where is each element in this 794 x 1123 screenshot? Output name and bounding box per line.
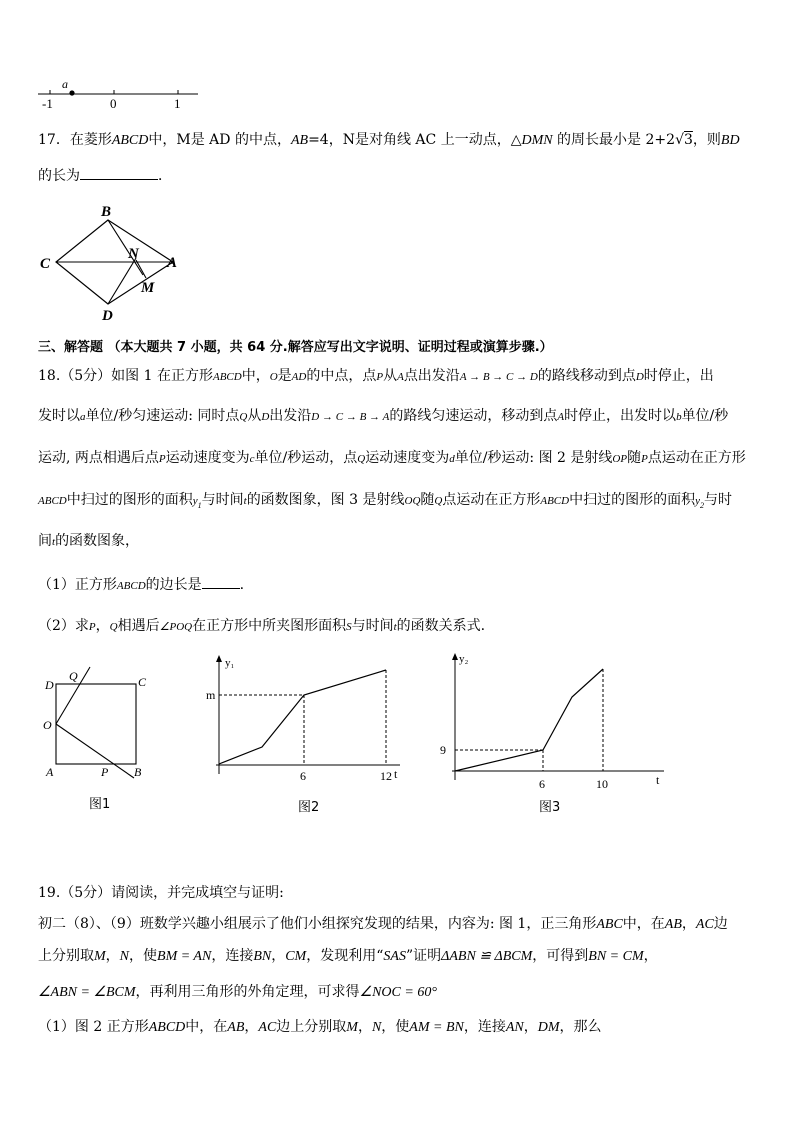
label-p: P	[101, 765, 109, 779]
label-o: O	[43, 718, 52, 732]
q19-line3: 上分别取M，N，使BM = AN，连接BN，CM，发现利用“SAS”证明ΔABN ≌ ΔBCM，可得到BN = CM，	[38, 948, 658, 964]
q18-part1: （1）正方形ABCD的边长是 .	[38, 574, 244, 596]
ray-op	[56, 724, 134, 778]
figure2-graph	[204, 652, 404, 787]
label-c: C	[138, 675, 147, 689]
label-a: A	[167, 255, 178, 271]
figure2-caption: 图2	[298, 800, 320, 815]
segment-nm	[136, 260, 146, 278]
m-label: m	[206, 688, 216, 702]
y-axis-arrow	[452, 653, 458, 660]
label-n: N	[128, 246, 139, 262]
label-b: B	[134, 765, 142, 779]
q19-line4: ∠ABN = ∠BCM，再利用三角形的外角定理，可求得∠NOC = 60°	[38, 984, 437, 1000]
t-label: t	[656, 773, 660, 787]
section-heading: 三、解答题 （本大题共 7 小题，共 64 分.解答应写出文字说明、证明过程或演算步骤.）	[38, 340, 553, 355]
tick-label-minus1: -1	[42, 96, 53, 111]
label-a: A	[46, 765, 54, 779]
q18-line4: ABCD中扫过的图形的面积$y_1$与时间t的函数图象，图 3 是射线OQ随Q点运动在正方形ABCD中扫过的图形的面积$y_2$与时	[38, 492, 732, 510]
q19-line2: 初二（8）、（9）班数学兴趣小组展示了他们小组探究发现的结果，内容为: 图 1，正三角形ABC中，在AB，AC边	[38, 916, 728, 932]
y1-curve	[219, 670, 386, 764]
figure1-square	[38, 662, 158, 787]
t-label: t	[394, 767, 398, 781]
y-axis-arrow	[216, 655, 222, 662]
answer-blank-q17[interactable]	[80, 165, 158, 180]
q18-line2: 发时以a单位/秒匀速运动: 同时点Q从D出发沿D → C → B → A的路线匀速运动，移动到点A时停止，出发时以b单位/秒	[38, 408, 729, 424]
q19-line1: 19.（5分）请阅读，并完成填空与证明:	[38, 885, 284, 901]
q19-line5: （1）图 2 正方形ABCD中，在AB，AC边上分别取M，N，使AM = BN，连接AN，DM，那么	[38, 1019, 602, 1035]
number-line-figure	[36, 76, 206, 114]
label-q: Q	[69, 669, 78, 683]
label-b: B	[101, 204, 112, 220]
point-a-label: a	[62, 77, 68, 91]
tick-6: 6	[300, 769, 306, 783]
tick-12: 12	[380, 769, 392, 783]
nine-label: 9	[440, 743, 446, 757]
y1-label: y₁	[225, 657, 235, 669]
figure1-caption: 图1	[89, 797, 111, 812]
tick-label-1: 1	[174, 96, 181, 111]
q18-line3: 运动, 两点相遇后点P运动速度变为c单位/秒运动，点Q运动速度变为d单位/秒运动: 图 2 是射线OP随P点运动在正方形	[38, 450, 746, 466]
tick-label-0: 0	[110, 96, 117, 111]
tick-6: 6	[539, 777, 545, 791]
label-m: M	[141, 280, 155, 296]
figure3-graph	[438, 650, 668, 795]
tick-10: 10	[596, 777, 608, 791]
y2-curve	[455, 669, 603, 771]
label-d: D	[102, 308, 113, 324]
q17-line2: 的长为 ．	[38, 165, 172, 186]
q18-part2: （2）求P，Q相遇后∠POQ在正方形中所夹图形面积S与时间t的函数关系式.	[38, 618, 486, 634]
label-c: C	[40, 256, 51, 272]
segment-dn	[108, 258, 136, 304]
q18-line5: 间t的函数图象，	[38, 533, 140, 549]
answer-blank-q18-1[interactable]	[202, 574, 240, 589]
label-d: D	[45, 678, 54, 692]
point-a-dot	[69, 90, 74, 95]
sqrt-expression: 2√3	[666, 132, 693, 148]
figure3-caption: 图3	[539, 800, 561, 815]
q17-line1: 17．在菱形ABCD中，M是 AD 的中点，AB=4，N是对角线 AC 上一动点，△DMN 的周长最小是 2+2√3，则BD	[38, 132, 740, 148]
rhombus-figure	[38, 200, 188, 324]
y2-label: y₂	[459, 653, 469, 665]
q18-line1: 18.（5分）如图 1 在正方形ABCD中，O是AD的中点，点P从A点出发沿A → B → C → D的路线移动到点D时停止，出	[38, 368, 714, 384]
